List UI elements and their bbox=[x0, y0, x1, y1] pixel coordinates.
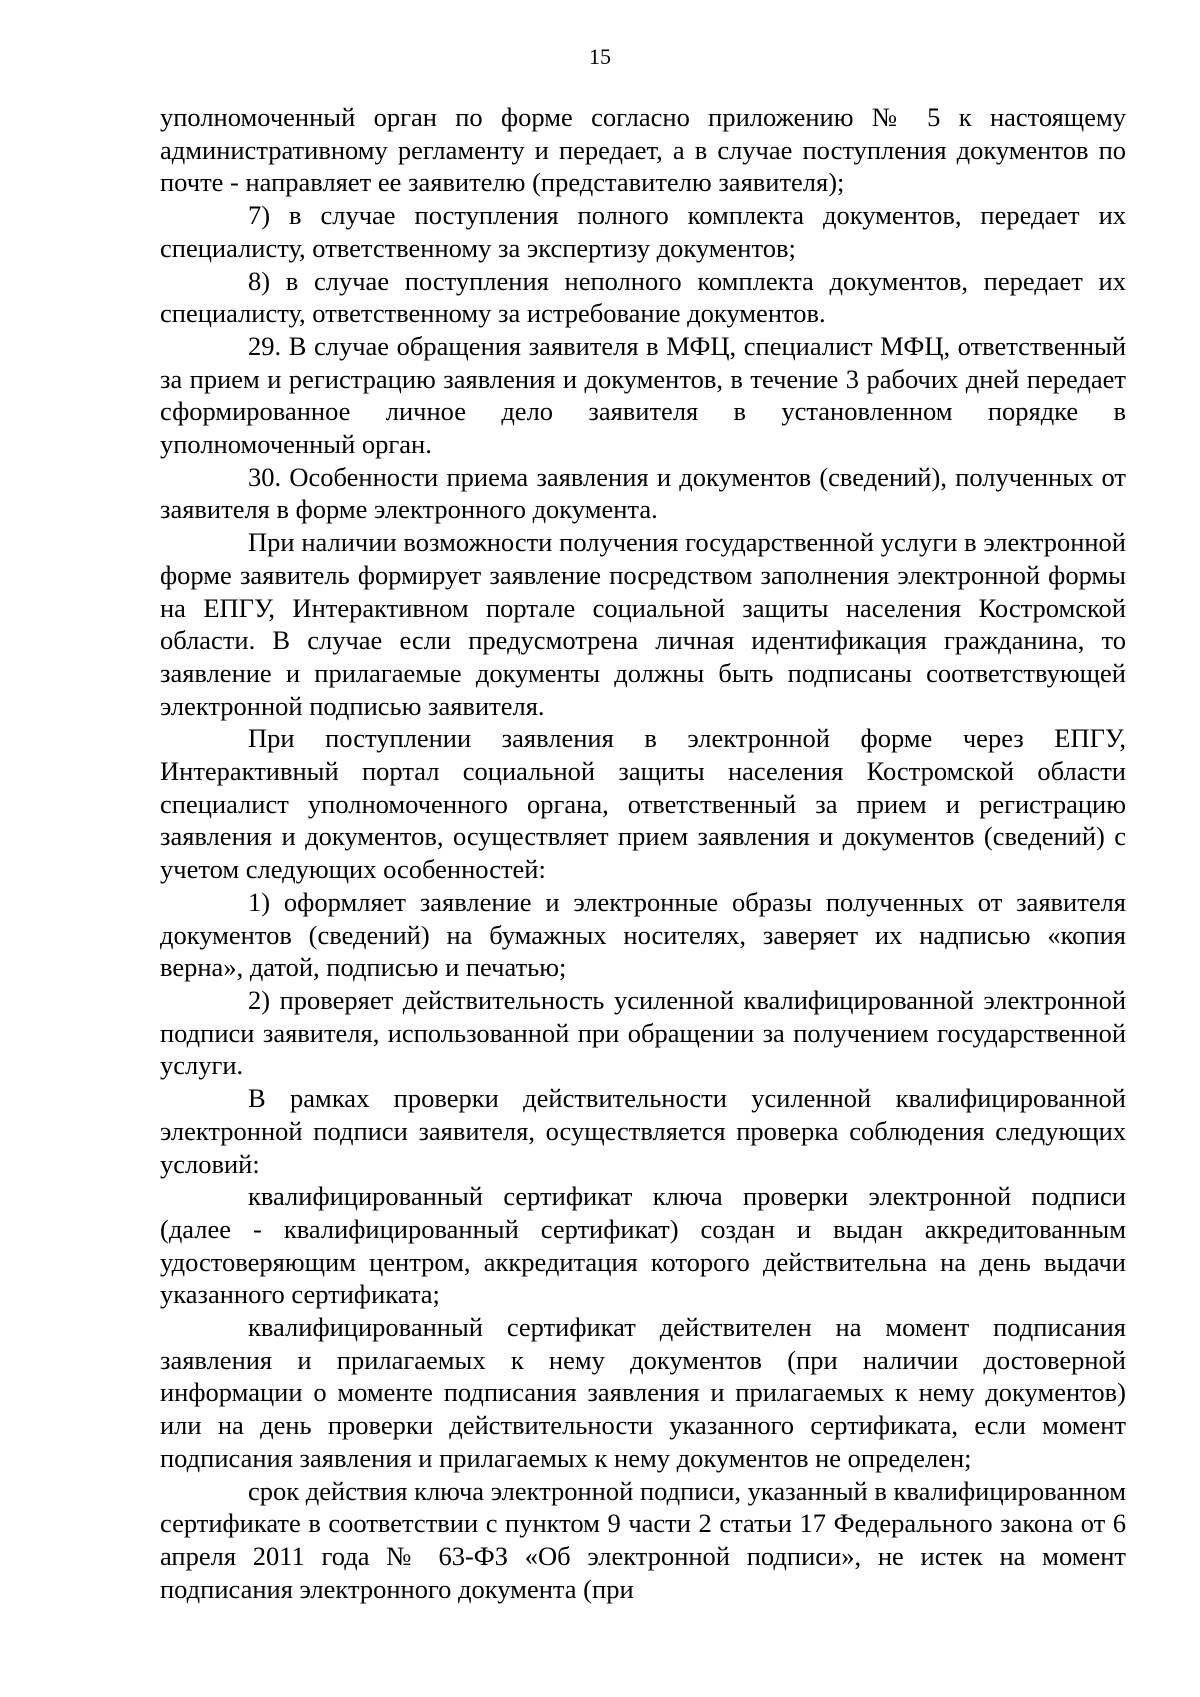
paragraph-electronic-form: При наличии возможности получения государственной услуги в электронной форме заявитель формирует заявление посредством заполнения электронной формы на ЕПГУ, Интерактивном портале социальной защиты населения Костромской области. В случае если предусмотрена личная идентификация гражданина, то заявление и прилагаемые документы должны быть подписаны соответствующей электронной подписью заявителя. bbox=[160, 527, 1126, 721]
paragraph-signature-check: В рамках проверки действительности усиленной квалифицированной электронной подписи заявителя, осуществляется проверка соблюдения следующих условий: bbox=[160, 1083, 1126, 1179]
paragraph-item-7: 7) в случае поступления полного комплекта документов, передает их специалисту, ответственному за экспертизу документов; bbox=[160, 200, 1126, 263]
paragraph-feature-1: 1) оформляет заявление и электронные образы полученных от заявителя документов (сведений) на бумажных носителях, заверяет их надписью «копия верна», датой, подписью и печатью; bbox=[160, 886, 1126, 983]
paragraph-clause-29: 29. В случае обращения заявителя в МФЦ, специалист МФЦ, ответственный за прием и регистрацию заявления и документов, в течение 3 рабочих дней передает сформированное личное дело заявителя в установленном порядке в уполномоченный орган. bbox=[160, 330, 1126, 460]
paragraph-continued: уполномоченный орган по форме согласно приложению № 5 к настоящему административному регламенту и передает, а в случае поступления документов по почте - направляет ее заявителю (представителю заявителя); bbox=[160, 102, 1126, 198]
body-text bbox=[160, 101, 1126, 1605]
paragraph-receipt-features: При поступлении заявления в электронной форме через ЕПГУ, Интерактивный портал социальной защиты населения Костромской области специалист уполномоченного органа, ответственный за прием и регистрацию заявления и документов, осуществляет прием заявления и документов (сведений) с учетом следующих особенностей: bbox=[160, 723, 1126, 885]
paragraph-condition-certificate-issued: квалифицированный сертификат ключа проверки электронной подписи (далее - квалифицированный сертификат) создан и выдан аккредитованным удостоверяющим центром, аккредитация которого действительна на день выдачи указанного сертификата; bbox=[160, 1181, 1126, 1310]
paragraph-feature-2: 2) проверяет действительность усиленной квалифицированной электронной подписи заявителя, использованной при обращении за получением государственной услуги. bbox=[160, 984, 1126, 1081]
page-number: 15 bbox=[589, 44, 611, 69]
paragraph-condition-key-term: срок действия ключа электронной подписи, указанный в квалифицированном сертификате в соответствии с пунктом 9 части 2 статьи 17 Федерального закона от 6 апреля 2011 года № 63-ФЗ «Об электронной подписи», не истек на момент подписания электронного документа (при bbox=[160, 1475, 1126, 1604]
paragraph-condition-certificate-valid: квалифицированный сертификат действителен на момент подписания заявления и прилагаемых к нему документов (при наличии достоверной информации о моменте подписания заявления и прилагаемых к нему документов) или на день проверки действительности указанного сертификата, если момент подписания заявления и прилагаемых к нему документов не определен; bbox=[160, 1312, 1126, 1473]
paragraph-item-8: 8) в случае поступления неполного комплекта документов, передает их специалисту, ответственному за истребование документов. bbox=[160, 265, 1126, 329]
paragraph-clause-30: 30. Особенности приема заявления и документов (сведений), полученных от заявителя в форме электронного документа. bbox=[160, 461, 1126, 525]
